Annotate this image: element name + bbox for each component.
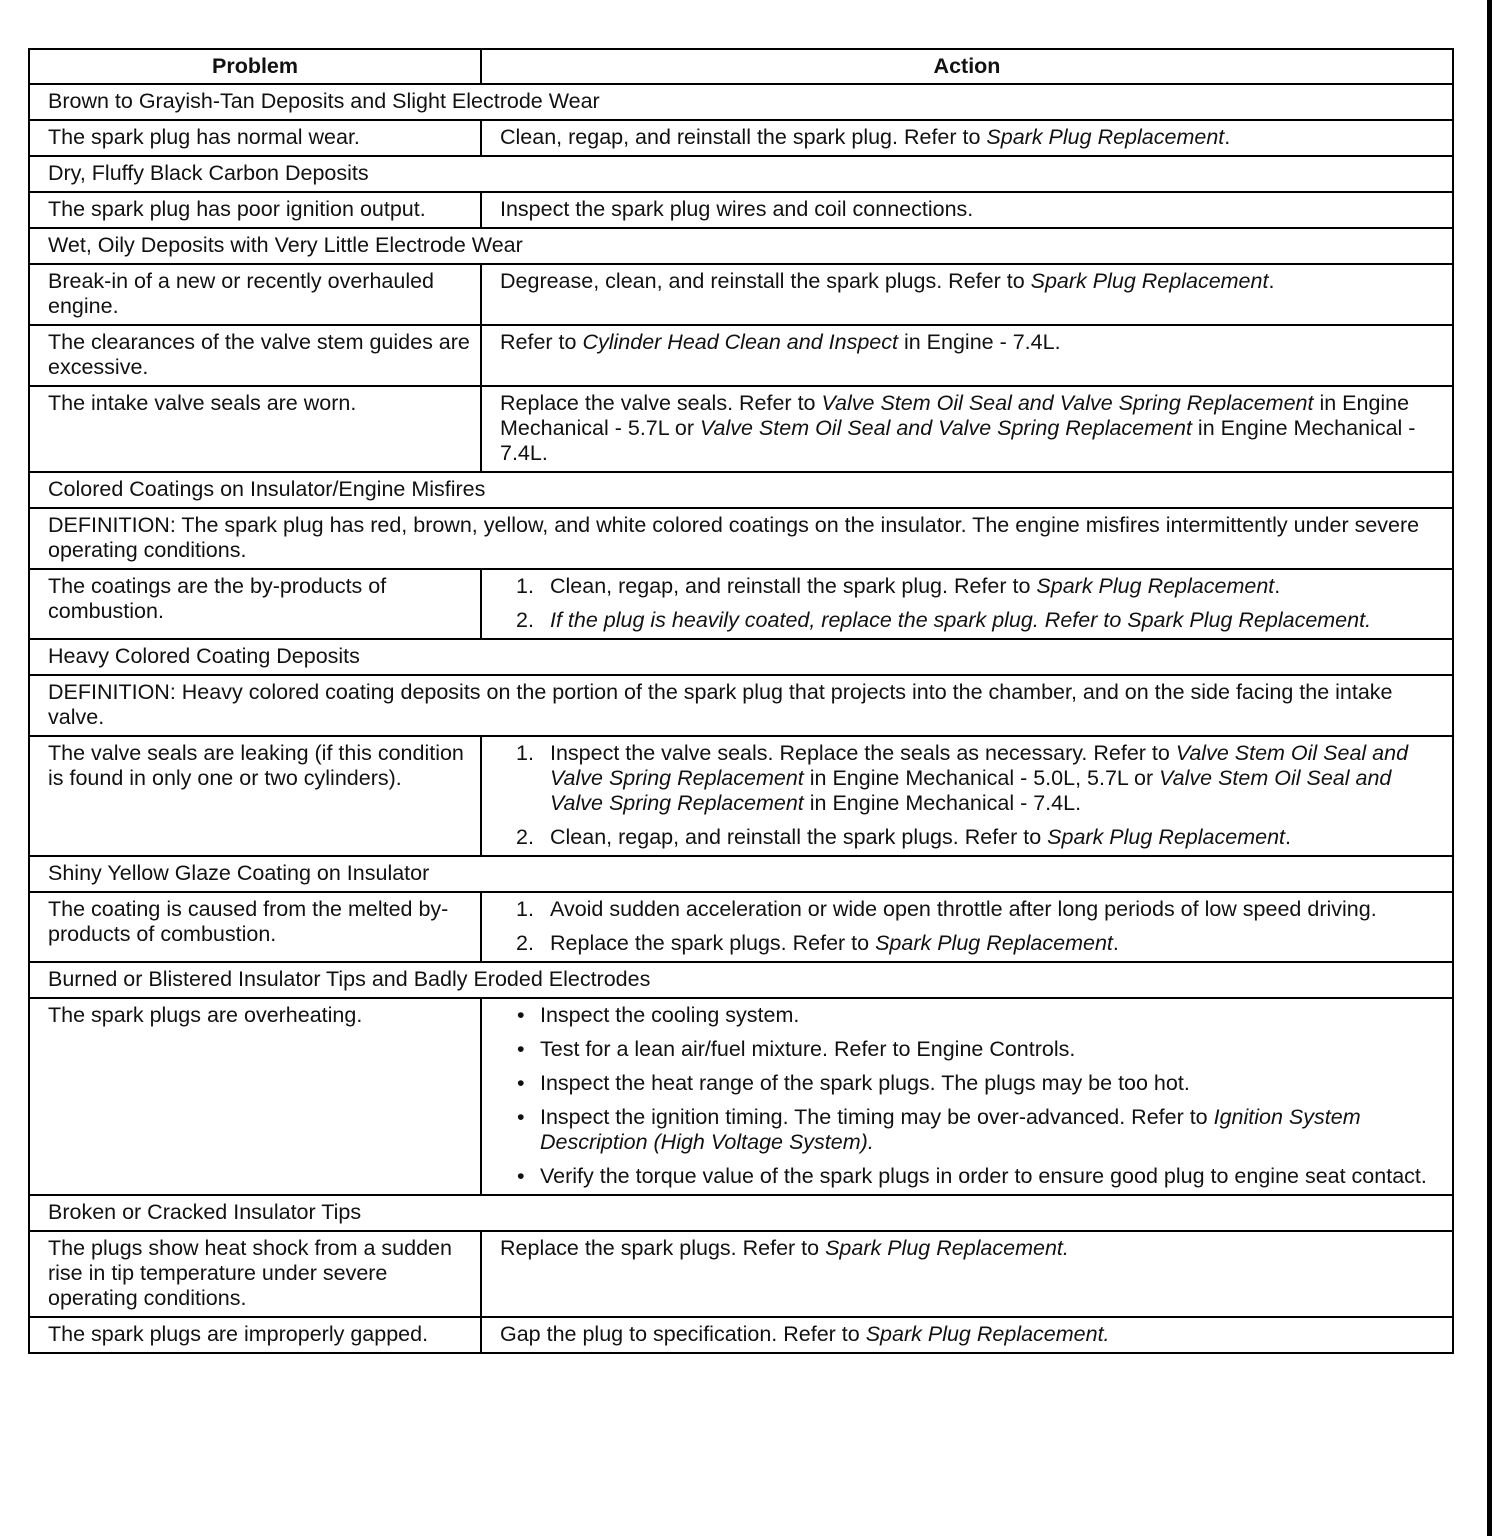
action-cell: [481, 569, 1453, 639]
list-item: Avoid sudden acceleration or wide open throttle after long periods of low speed driving.: [550, 897, 1377, 921]
cross-reference: Valve Stem Oil Seal and Valve Spring Replacement: [821, 391, 1314, 415]
section-row: [29, 228, 1453, 264]
problem-cell: The coatings are the by-products of combustion.: [29, 569, 481, 639]
definition-text: DEFINITION: Heavy colored coating deposits on the portion of the spark plug that projects into the chamber, and on the side facing the intake valve.: [29, 675, 1453, 736]
problem-cell: The spark plugs are overheating.: [29, 998, 481, 1195]
cross-reference: Spark Plug Replacement: [1036, 574, 1275, 598]
cross-reference: Valve Stem Oil Seal and Valve Spring Replacement: [550, 741, 1409, 790]
action-cell: Inspect the spark plug wires and coil connections.: [481, 192, 1453, 228]
definition-row: [29, 508, 1453, 569]
list-item: • Test for a lean air/fuel mixture. Refer to Engine Controls.: [500, 1037, 1442, 1062]
list-item: • Inspect the heat range of the spark plugs. The plugs may be too hot.: [500, 1071, 1442, 1096]
table-row: [29, 892, 1453, 962]
list-item: • Inspect the cooling system.: [500, 1003, 1442, 1028]
action-bullets: [500, 1003, 1442, 1189]
list-item: Clean, regap, and reinstall the spark plug. Refer to Spark Plug Replacement.: [550, 574, 1281, 598]
section-title: Burned or Blistered Insulator Tips and Badly Eroded Electrodes: [29, 962, 1453, 998]
table-row: [29, 569, 1453, 639]
problem-cell: The coating is caused from the melted by-products of combustion.: [29, 892, 481, 962]
section-row: [29, 1195, 1453, 1231]
list-item: • Inspect the ignition timing. The timing may be over-advanced. Refer to Ignition System Description (High Voltage System).: [500, 1105, 1442, 1155]
cross-reference: Spark Plug Replacement: [875, 931, 1113, 955]
cross-reference: Ignition System Description (High Voltage System): [540, 1105, 1361, 1154]
section-row: [29, 962, 1453, 998]
action-steps: [500, 897, 1442, 956]
problem-cell: The valve seals are leaking (if this condition is found in only one or two cylinders).: [29, 736, 481, 856]
section-row: [29, 639, 1453, 675]
section-title: Colored Coatings on Insulator/Engine Misfires: [29, 472, 1453, 508]
spark-plug-diagnosis-table: [28, 48, 1454, 1354]
action-cell: [481, 736, 1453, 856]
table-row: [29, 120, 1453, 156]
problem-cell: The clearances of the valve stem guides are excessive.: [29, 325, 481, 386]
definition-text: DEFINITION: The spark plug has red, brown, yellow, and white colored coatings on the insulator. The engine misfires intermittently under severe operating conditions.: [29, 508, 1453, 569]
problem-cell: The plugs show heat shock from a sudden rise in tip temperature under severe operating conditions.: [29, 1231, 481, 1317]
section-row: [29, 156, 1453, 192]
definition-row: [29, 675, 1453, 736]
list-item: Clean, regap, and reinstall the spark plugs. Refer to Spark Plug Replacement.: [550, 825, 1291, 849]
cross-reference: Spark Plug Replacement: [1047, 825, 1285, 849]
list-item: If the plug is heavily coated, replace the spark plug. Refer to Spark Plug Replacement.: [550, 608, 1372, 632]
problem-cell: The spark plug has normal wear.: [29, 120, 481, 156]
list-item: Inspect the valve seals. Replace the seals as necessary. Refer to Valve Stem Oil Seal and Valve Spring Replacement in Engine Mechanical - 5.0L, 5.7L or Valve Stem Oil Seal and Valve Spring Replacement in Engine Mechanical - 7.4L.: [550, 741, 1409, 815]
action-steps: [500, 574, 1442, 633]
cross-reference: Cylinder Head Clean and Inspect: [582, 330, 898, 354]
table-row: [29, 998, 1453, 1195]
action-steps: [500, 741, 1442, 850]
header-problem: Problem: [29, 49, 481, 84]
section-title: Shiny Yellow Glaze Coating on Insulator: [29, 856, 1453, 892]
section-title: Broken or Cracked Insulator Tips: [29, 1195, 1453, 1231]
cross-reference: Spark Plug Replacement: [1127, 608, 1366, 632]
section-row: [29, 472, 1453, 508]
cross-reference: Valve Stem Oil Seal and Valve Spring Replacement: [699, 416, 1192, 440]
section-row: [29, 856, 1453, 892]
action-cell: Replace the spark plugs. Refer to Spark Plug Replacement.: [481, 1231, 1453, 1317]
cross-reference: Spark Plug Replacement: [1030, 269, 1269, 293]
action-cell: Gap the plug to specification. Refer to Spark Plug Replacement.: [481, 1317, 1453, 1353]
table-row: [29, 1231, 1453, 1317]
section-title: Wet, Oily Deposits with Very Little Electrode Wear: [29, 228, 1453, 264]
action-cell: Clean, regap, and reinstall the spark plug. Refer to Spark Plug Replacement.: [481, 120, 1453, 156]
table-row: [29, 264, 1453, 325]
table-row: [29, 736, 1453, 856]
page-edge-rule: [1487, 0, 1492, 1536]
section-title: Heavy Colored Coating Deposits: [29, 639, 1453, 675]
section-title: Dry, Fluffy Black Carbon Deposits: [29, 156, 1453, 192]
problem-cell: The spark plug has poor ignition output.: [29, 192, 481, 228]
list-item: • Verify the torque value of the spark plugs in order to ensure good plug to engine seat contact.: [500, 1164, 1442, 1189]
section-title: Brown to Grayish-Tan Deposits and Slight Electrode Wear: [29, 84, 1453, 120]
problem-cell: The spark plugs are improperly gapped.: [29, 1317, 481, 1353]
problem-cell: Break-in of a new or recently overhauled engine.: [29, 264, 481, 325]
table-row: [29, 386, 1453, 472]
problem-cell: The intake valve seals are worn.: [29, 386, 481, 472]
cross-reference: Spark Plug Replacement: [986, 125, 1225, 149]
header-row: [29, 49, 1453, 84]
action-cell: Refer to Cylinder Head Clean and Inspect in Engine - 7.4L.: [481, 325, 1453, 386]
action-cell: Degrease, clean, and reinstall the spark plugs. Refer to Spark Plug Replacement.: [481, 264, 1453, 325]
cross-reference: Spark Plug Replacement: [865, 1322, 1104, 1346]
list-item: Replace the spark plugs. Refer to Spark Plug Replacement.: [550, 931, 1119, 955]
table-row: [29, 192, 1453, 228]
action-cell: [481, 892, 1453, 962]
section-row: [29, 84, 1453, 120]
header-action: Action: [481, 49, 1453, 84]
action-cell: Replace the valve seals. Refer to Valve Stem Oil Seal and Valve Spring Replacement in Engine Mechanical - 5.7L or Valve Stem Oil Seal and Valve Spring Replacement in Engine Mechanical - 7.4L.: [481, 386, 1453, 472]
cross-reference: Spark Plug Replacement: [825, 1236, 1063, 1260]
action-cell: [481, 998, 1453, 1195]
table-row: [29, 325, 1453, 386]
table-row: [29, 1317, 1453, 1353]
cross-reference: Valve Stem Oil Seal and Valve Spring Replacement: [550, 766, 1392, 815]
